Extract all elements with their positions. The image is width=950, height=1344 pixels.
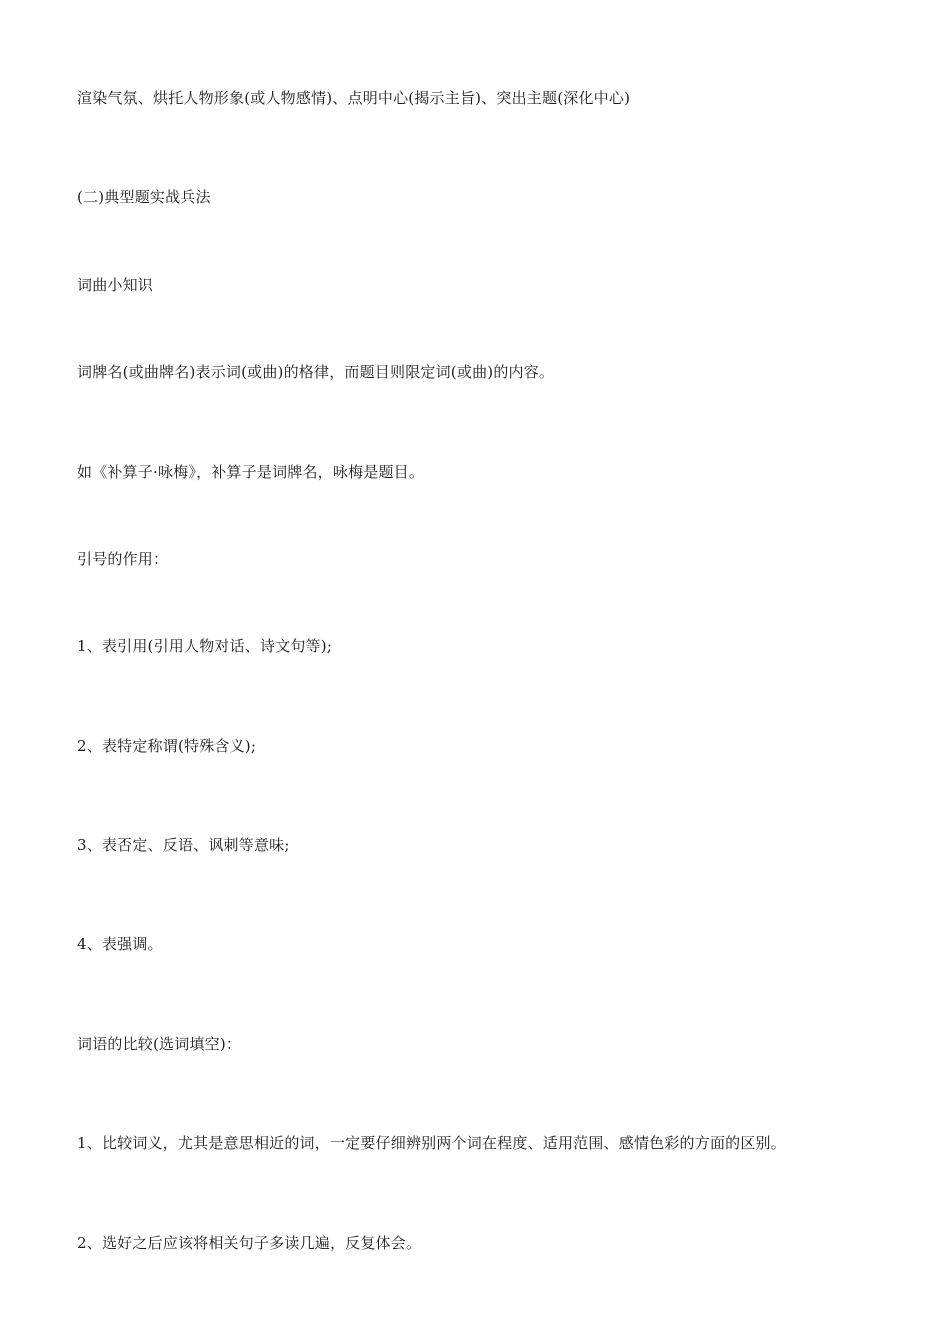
paragraph-functions: 渲染气氛、烘托人物形象(或人物感情)、点明中心(揭示主旨)、突出主题(深化中心) [77,89,631,107]
subheading-ci-qu-knowledge: 词曲小知识 [77,276,154,294]
subheading-word-comparison: 词语的比较(选词填空)： [77,1035,242,1053]
list-item-quote-4: 4、表强调。 [77,935,163,953]
list-item-quote-3: 3、表否定、反语、讽刺等意味; [77,836,290,854]
list-item-comparison-2: 2、选好之后应该将相关句子多读几遍，反复体会。 [77,1234,422,1252]
section-heading-practice: (二)典型题实战兵法 [77,188,211,206]
paragraph-cipai-example: 如《补算子·咏梅》，补算子是词牌名，咏梅是题目。 [77,463,425,481]
paragraph-cipai-definition: 词牌名(或曲牌名)表示词(或曲)的格律，而题目则限定词(或曲)的内容。 [77,363,555,381]
list-item-quote-2: 2、表特定称谓(特殊含义); [77,737,257,755]
subheading-quote-marks: 引号的作用： [77,550,169,568]
list-item-quote-1: 1、表引用(引用人物对话、诗文句等); [77,637,333,655]
list-item-comparison-1: 1、比较词义，尤其是意思相近的词，一定要仔细辨别两个词在程度、适用范围、感情色彩的方面的区别。 [77,1134,786,1152]
